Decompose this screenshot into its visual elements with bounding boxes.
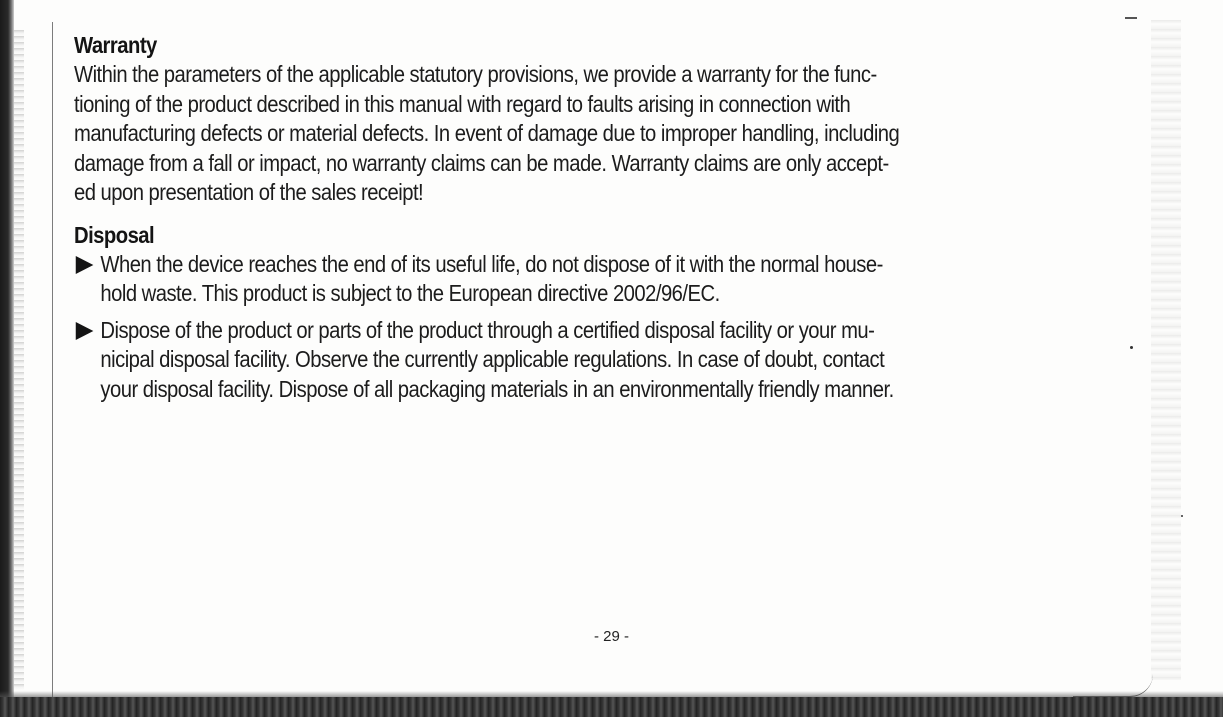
disposal-list [74, 250, 1104, 405]
warranty-paragraph [74, 60, 1104, 208]
page-margin-line [52, 22, 53, 697]
scan-dust-dot [1130, 346, 1133, 349]
bullet-line: nicipal disposal facility. Observe the currently applicable regulations. In case of doubt, contact [100, 346, 885, 372]
warranty-line: ed upon presentation of the sales receipt! [74, 179, 424, 205]
scan-right-speckle [1151, 20, 1181, 680]
page-content [74, 30, 1104, 411]
scan-corner-mark [1125, 17, 1137, 19]
warranty-section [74, 30, 1104, 208]
scan-left-edge [0, 0, 14, 717]
warranty-line: damage from a fall or impact, no warranty claims can be made. Warranty claims are only accept- [74, 149, 889, 176]
disposal-bullet-item [74, 316, 1104, 405]
disposal-section [74, 220, 1104, 405]
disposal-bullet-item [74, 250, 1104, 309]
warranty-heading: Warranty [74, 32, 157, 58]
bullet-line: When the device reaches the end of its useful life, do not dispose of it with the normal house- [100, 250, 883, 277]
scan-dust-dot [1181, 515, 1183, 517]
scan-bottom-edge [0, 697, 1223, 717]
triangle-right-icon [76, 256, 94, 274]
bullet-line: your disposal facility. Dispose of all packaging materials in an environmentally friendly manner. [100, 375, 894, 402]
bullet-line: Dispose of the product or parts of the product through a certified disposal facility or your mu- [100, 316, 875, 343]
page-number: - 29 - [593, 628, 629, 645]
triangle-right-icon [76, 322, 94, 340]
warranty-line: Within the parameters of the applicable statutory provisions, we provide a warranty for the func- [74, 61, 877, 87]
scan-left-speckle [14, 30, 24, 690]
disposal-heading: Disposal [74, 221, 155, 248]
bullet-line: hold waste. This product is subject to the European directive 2002/96/EC. [100, 280, 720, 306]
warranty-line: manufacturing defects or material defects. In event of damage due to improper handling, including [74, 120, 900, 146]
warranty-line: tioning of the product described in this manual with regard to faults arising in connection with [74, 90, 851, 117]
